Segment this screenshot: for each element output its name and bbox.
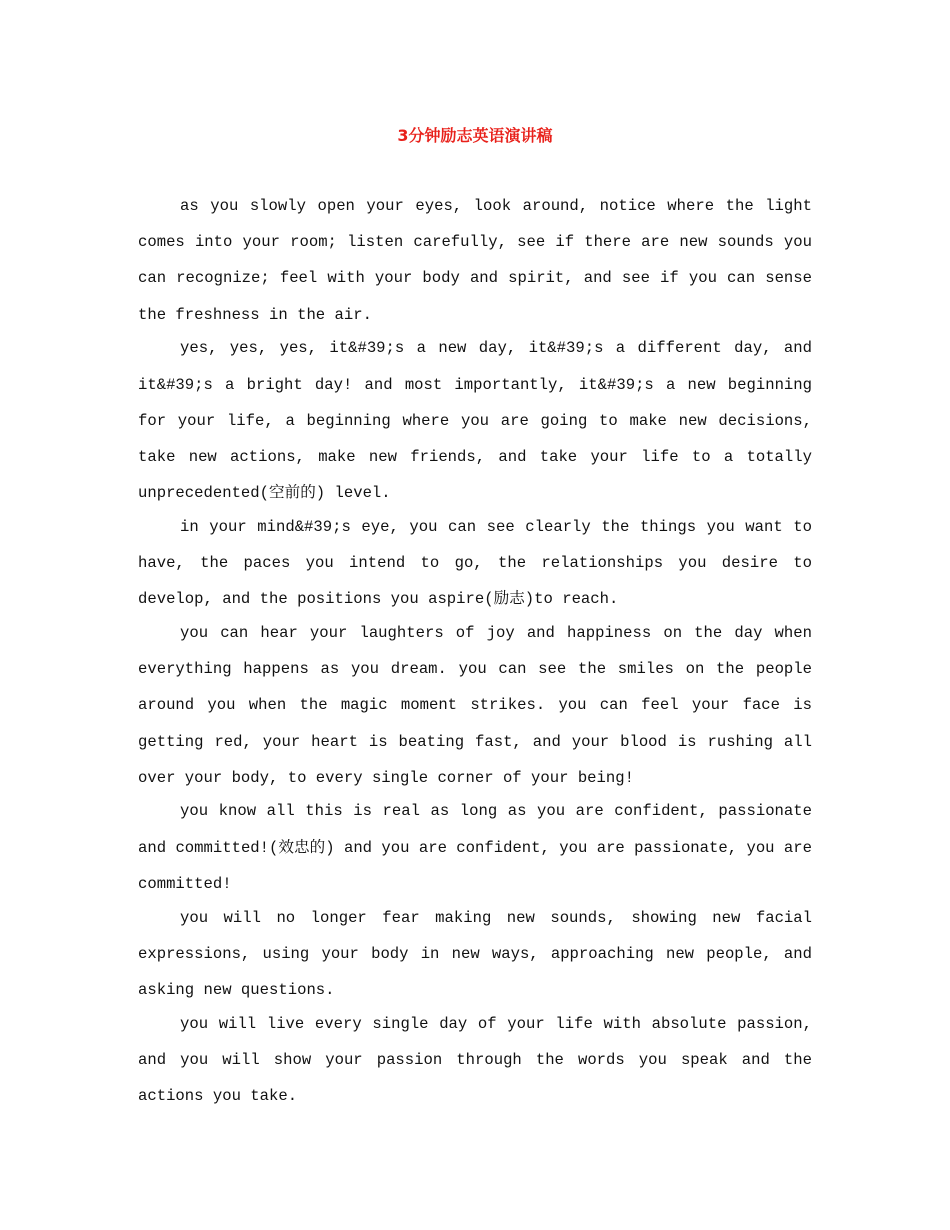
paragraph-2: yes, yes, yes, it&#39;s a new day, it&#39;s a different day, and it&#39;s a bright day! and most importantly, it&#39;s a new beginning for your life, a beginning where you are going to make new decisions, take new actions, make new friends, and take your life to a totally unprecedented(空前的) level. — [138, 339, 812, 503]
paragraph-7: you will live every single day of your life with absolute passion, and you will show your passion through the words you speak and the actions you take. — [138, 1014, 812, 1106]
document-title: 3分钟励志英语演讲稿 — [397, 126, 553, 145]
paragraph-5: you know all this is real as long as you are confident, passionate and committed!(效忠的) and you are confident, you are passionate, you are committed! — [138, 802, 812, 893]
paragraph-3: in your mind&#39;s eye, you can see clearly the things you want to have, the paces you intend to go, the relationships you desire to develop, and the positions you aspire(励志)to reach. — [138, 517, 812, 609]
paragraph-6: you will no longer fear making new sounds, showing new facial expressions, using your body in new ways, approaching new people, and asking new questions. — [138, 908, 812, 999]
document-body — [138, 188, 812, 1114]
paragraph-1: as you slowly open your eyes, look around, notice where the light comes into your room; listen carefully, see if there are new sounds you can recognize; feel with your body and spirit, and see if you can sense the freshness in the air. — [138, 197, 812, 324]
paragraph-4: you can hear your laughters of joy and happiness on the day when everything happens as you dream. you can see the smiles on the people around you when the magic moment strikes. you can feel your face is getting red, your heart is beating fast, and your blood is rushing all over your body, to every single corner of your being! — [138, 623, 812, 787]
